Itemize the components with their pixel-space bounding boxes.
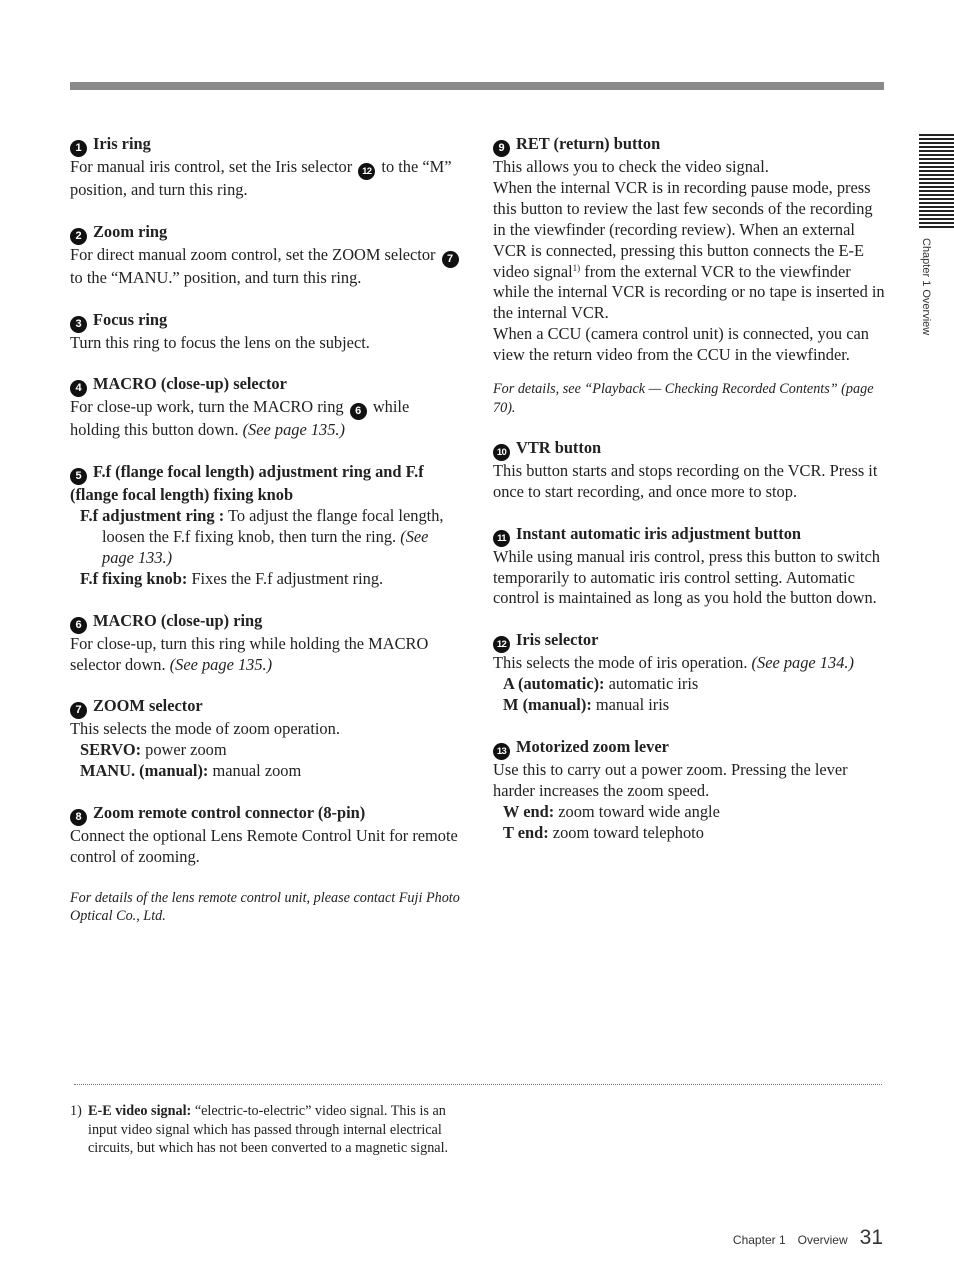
callout-number-icon: 5 [70, 468, 87, 485]
footnote-text: “electric-to-electric” video signal. This is an input video signal which has passed through internal electrical circuits, but which has not been converted to a magnetic signal. [88, 1103, 449, 1157]
option-text: zoom toward wide angle [554, 801, 720, 821]
item-ff-adjustment [70, 462, 462, 590]
page-reference: (See page 133.) [102, 527, 429, 567]
item-title: MACRO (close-up) ring [93, 610, 263, 630]
left-column [70, 134, 462, 947]
callout-number-icon: 12 [358, 163, 375, 180]
item-heading [70, 134, 462, 157]
footnote-marker: 1) [572, 262, 581, 273]
sub-term: F.f fixing knob: [80, 568, 188, 588]
callout-number-icon: 11 [493, 530, 510, 547]
item-title: F.f (flange focal length) adjustment ring and F.f (flange focal length) fixing knob [70, 462, 424, 505]
item-title: ZOOM selector [93, 696, 203, 716]
option-term: W end: [503, 801, 555, 821]
item-zoom-ring [70, 222, 462, 289]
callout-number-icon: 10 [493, 444, 510, 461]
item-body [493, 653, 885, 674]
footnote [70, 1102, 462, 1158]
callout-number-icon: 3 [70, 316, 87, 333]
item-title: RET (return) button [516, 134, 661, 153]
item-body [493, 178, 885, 324]
chapter-tab-stripes [919, 134, 954, 228]
item-body [70, 157, 462, 201]
callout-number-icon: 13 [493, 743, 510, 760]
item-heading [70, 374, 462, 397]
item-body: This button starts and stops recording on the VCR. Press it once to start recording, and once more to stop. [493, 460, 878, 501]
item-body: Turn this ring to focus the lens on the subject. [70, 332, 370, 352]
item-heading [70, 222, 462, 245]
note-left: For details of the lens remote control unit, please contact Fuji Photo Optical Co., Ltd. [70, 889, 460, 925]
page-reference: (See page 135.) [242, 420, 345, 440]
item-heading [493, 134, 885, 157]
callout-number-icon: 9 [493, 140, 510, 157]
option-term: M (manual): [503, 695, 592, 715]
option-term: T end: [503, 822, 549, 842]
option-text: manual iris [591, 695, 670, 715]
callout-number-icon: 1 [70, 140, 87, 157]
sub-entry [70, 506, 462, 569]
footer-chapter: Chapter 1 [732, 1233, 786, 1247]
page-footer [733, 1226, 883, 1250]
item-title: Instant automatic iris adjustment button [516, 523, 802, 543]
option-term: SERVO: [80, 740, 142, 760]
item-heading [70, 462, 462, 506]
page-reference: (See page 134.) [751, 653, 854, 673]
footer-section: Overview [797, 1233, 848, 1247]
item-heading [70, 611, 462, 634]
option-row [493, 802, 885, 823]
body-text: For close-up work, turn the MACRO ring [70, 397, 348, 417]
item-body: Connect the optional Lens Remote Control Unit for remote control of zooming. [70, 825, 458, 866]
page-reference: (See page 135.) [169, 654, 273, 674]
body-text: to the “M” position, and turn this ring. [70, 157, 452, 199]
item-iris-ring [70, 134, 462, 201]
body-text: For manual iris control, set the Iris selector [70, 157, 357, 176]
item-zoom-remote-connector [70, 803, 462, 868]
item-heading [70, 696, 462, 719]
item-body: When a CCU (camera control unit) is connected, you can view the return video from the CCU in the viewfinder. [493, 324, 869, 365]
body-text: while holding this button down. [70, 397, 410, 440]
item-title: Iris ring [93, 134, 151, 153]
item-heading [70, 310, 462, 333]
body-text: from the external VCR to the viewfinder while the internal VCR is recording or no tape is inserted in the internal VCR. [493, 261, 885, 323]
chapter-tab-label: Chapter 1 Overview [920, 238, 932, 336]
item-iris-selector [493, 630, 885, 716]
item-title: Iris selector [516, 630, 599, 650]
item-body: This selects the mode of zoom operation. [70, 719, 340, 739]
body-text: to the “MANU.” position, and turn this ring. [70, 267, 362, 287]
top-rule [70, 82, 884, 90]
callout-number-icon: 7 [442, 251, 459, 268]
item-ret-button [493, 134, 885, 366]
option-row [493, 695, 885, 716]
item-body: This allows you to check the video signal. [493, 157, 769, 176]
body-text: This selects the mode of iris operation. [493, 653, 752, 673]
option-term: A (automatic): [503, 674, 605, 694]
callout-number-icon: 8 [70, 809, 87, 826]
option-text: manual zoom [208, 761, 302, 781]
body-text: For direct manual zoom control, set the ZOOM selector [70, 244, 440, 264]
item-heading [493, 524, 885, 547]
sub-text: To adjust the flange focal length, loosen the F.f fixing knob, then turn the ring. [102, 506, 444, 546]
body-text: For close-up, turn this ring while holding the MACRO selector down. [70, 633, 429, 674]
item-body [70, 245, 462, 289]
item-instant-auto-iris [493, 524, 885, 610]
callout-number-icon: 6 [70, 617, 87, 634]
item-heading [70, 803, 462, 826]
sub-entry [70, 569, 462, 590]
footnote-mark: 1) [70, 1103, 82, 1119]
option-row [70, 740, 462, 761]
item-body: While using manual iris control, press this button to switch temporarily to automatic iris control setting. Automatic control is maintained as long as you hold the button down. [493, 546, 880, 608]
item-vtr-button [493, 438, 885, 503]
item-title: VTR button [516, 437, 602, 457]
callout-number-icon: 2 [70, 228, 87, 245]
item-title: Zoom remote control connector (8-pin) [93, 802, 366, 822]
option-text: power zoom [141, 740, 227, 760]
item-heading [493, 630, 885, 653]
item-zoom-selector [70, 696, 462, 782]
item-title: Zoom ring [93, 221, 168, 241]
callout-number-icon: 6 [350, 403, 367, 420]
item-macro-ring [70, 611, 462, 676]
callout-number-icon: 12 [493, 636, 510, 653]
footnote-separator [74, 1084, 882, 1085]
item-motorized-zoom-lever [493, 737, 885, 844]
item-title: Motorized zoom lever [516, 736, 669, 756]
footnote-term: E-E video signal: [88, 1103, 192, 1119]
note-right: For details, see “Playback — Checking Recorded Contents” (page 70). [493, 381, 874, 416]
item-heading [493, 737, 885, 760]
option-row [493, 674, 885, 695]
option-row [70, 761, 462, 782]
callout-number-icon: 4 [70, 380, 87, 397]
option-text: automatic iris [604, 674, 699, 694]
item-title: MACRO (close-up) selector [93, 374, 287, 394]
item-macro-selector [70, 374, 462, 441]
item-focus-ring [70, 310, 462, 354]
option-text: zoom toward telephoto [548, 822, 704, 842]
item-heading [493, 438, 885, 461]
footnote-body [70, 1102, 462, 1158]
right-column [493, 134, 885, 864]
callout-number-icon: 7 [70, 702, 87, 719]
item-body: Use this to carry out a power zoom. Pressing the lever harder increases the zoom speed. [493, 759, 848, 800]
item-title: Focus ring [93, 309, 168, 329]
sub-term: F.f adjustment ring : [80, 506, 225, 526]
option-row [493, 823, 885, 844]
body-text: When the internal VCR is in recording pause mode, press this button to review the last few seconds of the recording in the viewfinder (recording review). When an external VCR is connected, pressing this button connects the E-E video signal [493, 177, 873, 281]
page-number: 31 [859, 1226, 883, 1249]
item-body [70, 634, 462, 676]
item-body [70, 397, 462, 441]
option-term: MANU. (manual): [80, 761, 209, 781]
sub-text: Fixes the F.f adjustment ring. [187, 568, 384, 588]
